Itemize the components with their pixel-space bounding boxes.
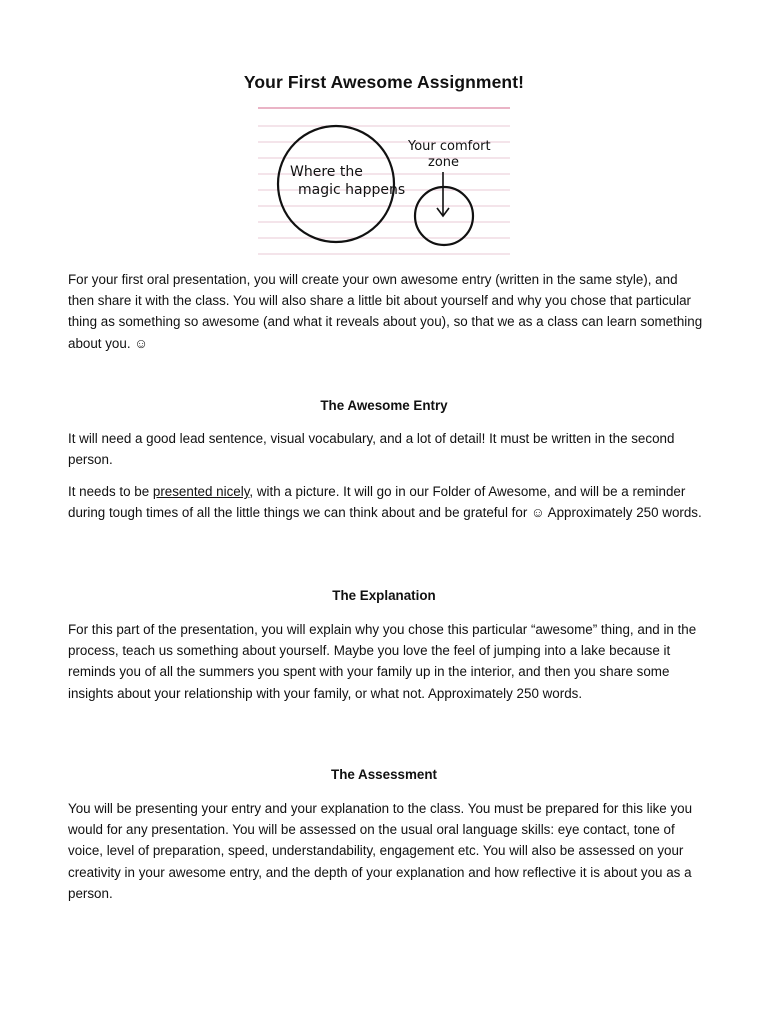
magic-label-line1: Where the <box>290 164 363 180</box>
page-title: Your First Awesome Assignment! <box>243 72 525 92</box>
comfort-label-line1: Your comfort <box>408 139 491 154</box>
entry-para2-rest: , with a picture. It will go in our Folder of Awesome, and will be a reminder during tough times of all the little things we can think about and be grateful for ☺ Approximately 250 words. <box>68 484 702 521</box>
comfort-label-line2: zone <box>428 155 460 170</box>
magic-label-line2: magic happens <box>298 182 406 198</box>
intro-paragraph: For your first oral presentation, you will create your own awesome entry (written in the same style), and then share it with the class. You will also share a little bit about yourself and why you chose that particular thing as something so awesome (and what it reveals about you), so that we as a class can learn something about you. ☺ <box>68 272 703 351</box>
assessment-heading: The Assessment <box>331 767 437 782</box>
entry-paragraph-1: It will need a good lead sentence, visual vocabulary, and a lot of detail! It must be written in the second person. <box>68 431 675 468</box>
assessment-paragraph: You will be presenting your entry and your explanation to the class. You must be prepared for this like you would for any presentation. You will be assessed on the usual oral language skills: eye contact, tone of voice, level of preparation, speed, understandability, engagement etc. You will also be assessed on your creativity in your awesome entry, and the depth of your explanation and how reflective it is about you as a person. <box>68 801 693 901</box>
comfort-zone-illustration <box>258 104 510 256</box>
paper-lines <box>258 108 510 254</box>
presented-nicely-emphasis: presented nicely <box>152 484 250 499</box>
awesome-entry-heading: The Awesome Entry <box>320 398 448 413</box>
explanation-paragraph: For this part of the presentation, you will explain why you chose this particular “awesome” thing, and in the process, teach us something about yourself. Maybe you love the feel of jumping into a lake because it reminds you of all the summers you spent with your family up in the interior, and then you share some insights about your relationship with your family, or what not. Approximately 250 words. <box>68 622 697 701</box>
entry-para2-lead: It needs to be <box>68 484 153 499</box>
explanation-heading: The Explanation <box>332 588 436 603</box>
entry-paragraph-2 <box>68 481 704 523</box>
